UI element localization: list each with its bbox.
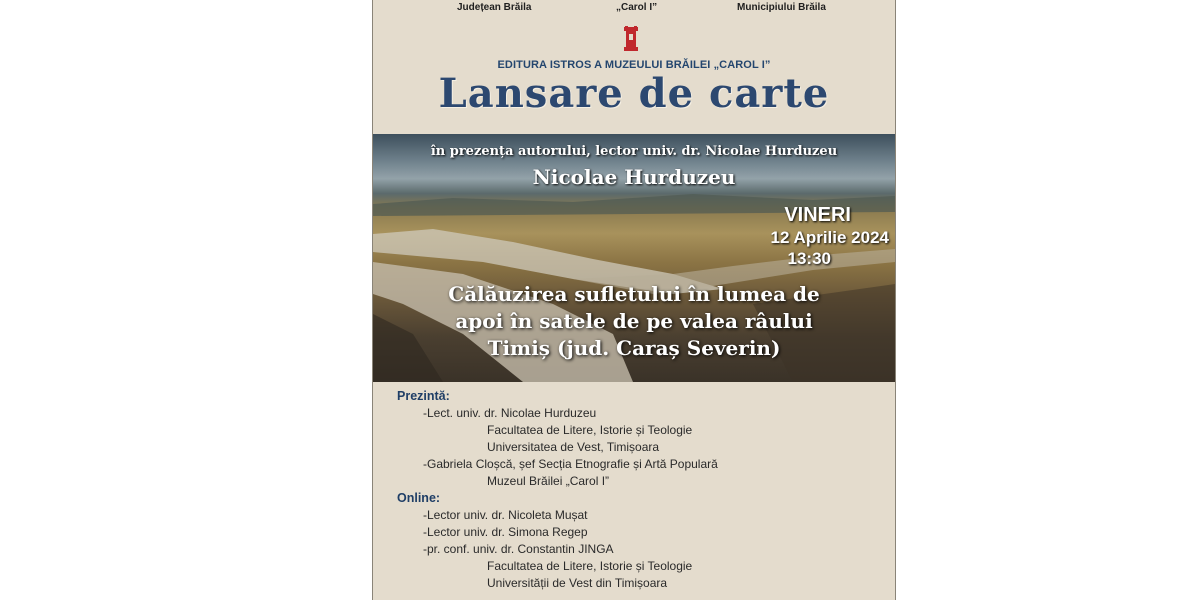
book-title-line: Timiș (jud. Caraș Severin) [487,336,781,360]
book-title [373,281,895,362]
online-heading: Online: [397,491,441,505]
event-date: 12 Aprilie 2024 [770,228,889,247]
event-day: VINERI [784,204,851,226]
poster-title: Lansare de carte [438,70,830,117]
event-poster [372,0,896,600]
presenter-affiliation: Facultatea de Litere, Istorie și Teologie [487,423,693,437]
author-presence-line: în prezența autorului, lector univ. dr. Nicolae Hurduzeu [430,144,838,159]
book-title-line: Călăuzirea sufletului în lumea de [448,282,820,306]
publisher-label: EDITURA ISTROS A MUZEULUI BRĂILEI „CAROL I” [497,59,771,71]
presenter-item: -Lect. univ. dr. Nicolae Hurduzeu [423,406,597,420]
author-name: Nicolae Hurduzeu [532,165,736,189]
event-datetime [771,203,889,269]
online-affiliation: Universității de Vest din Timișoara [487,576,668,590]
presenter-item: -Gabriela Cloșcă, șef Secția Etnografie și Artă Populară [423,457,718,471]
sponsor-museum: „Carol I” [616,2,658,13]
sponsor-municipality: Municipiului Brăila [737,2,826,13]
museum-tower-logo-icon [623,26,639,52]
online-item: -Lector univ. dr. Simona Regep [423,525,588,539]
presenters-heading: Prezintă: [397,389,450,403]
online-item: -pr. conf. univ. dr. Constantin JINGA [423,542,614,556]
presenter-affiliation: Universitatea de Vest, Timișoara [487,440,660,454]
presenter-affiliation: Muzeul Brăilei „Carol I” [487,474,610,488]
online-affiliation: Facultatea de Litere, Istorie și Teologie [487,559,693,573]
sponsor-county: Județean Brăila [457,2,532,13]
online-item: -Lector univ. dr. Nicoleta Mușat [423,508,588,522]
sponsor-row [373,2,895,16]
book-title-line: apoi în satele de pe valea râului [455,309,813,333]
participants-section [397,388,877,592]
event-time: 13:30 [787,249,831,268]
